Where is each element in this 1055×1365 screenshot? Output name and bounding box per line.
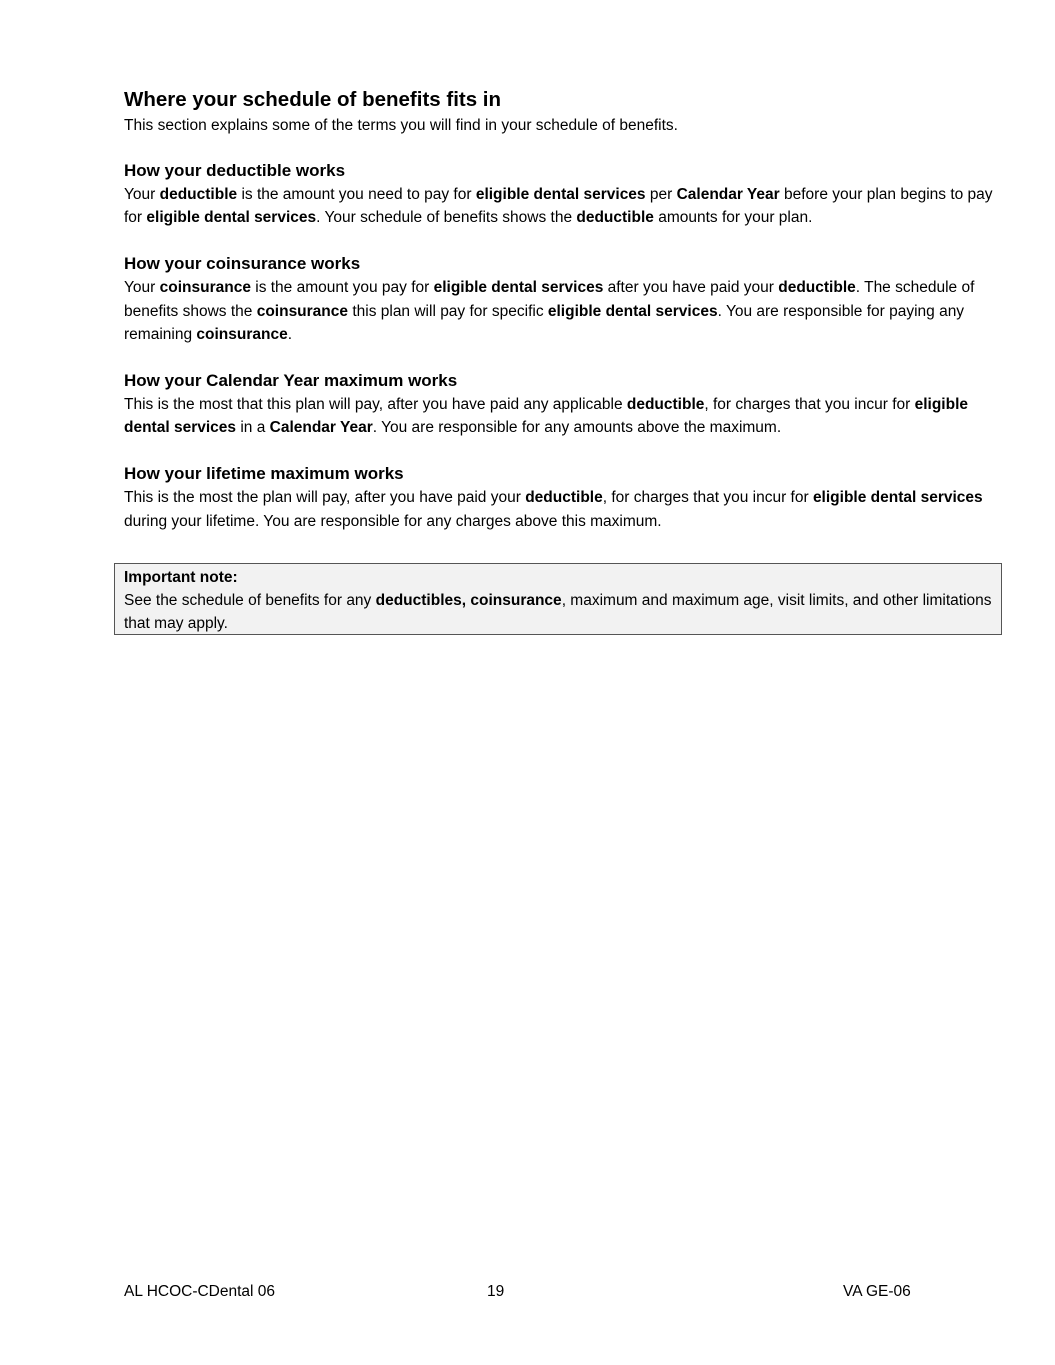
- section-heading: How your Calendar Year maximum works: [124, 371, 458, 391]
- text-run: is the amount you pay for: [250, 279, 434, 297]
- text-run: this plan will pay for specific: [348, 302, 548, 320]
- text-run: , maximum and maximum age, visit limits, and other limitations that may apply.: [124, 592, 992, 632]
- section-body: [124, 486, 1004, 532]
- bold-term: coinsurance: [256, 302, 349, 320]
- text-run: .: [287, 325, 292, 343]
- footer-page-number: 19: [487, 1283, 505, 1300]
- text-run: See the schedule of benefits for any: [124, 592, 376, 609]
- bold-term: coinsurance: [196, 325, 288, 343]
- footer-document-id: AL HCOC-CDental 06: [124, 1283, 276, 1300]
- bold-term: eligible dental services: [146, 209, 317, 227]
- text-run: , for charges that you incur for: [602, 489, 813, 507]
- note-title: Important note:: [124, 569, 238, 586]
- bold-term: deductible: [576, 209, 654, 227]
- text-run: before your plan begins to pay for: [124, 186, 993, 227]
- bold-term: eligible dental services: [433, 279, 604, 297]
- text-run: in a: [236, 419, 270, 437]
- bold-term: deductible: [778, 279, 856, 297]
- bold-term: deductible: [159, 186, 238, 203]
- bold-term: eligible dental services: [124, 396, 969, 437]
- section-body: [124, 276, 1004, 346]
- important-note-box: [114, 563, 1002, 635]
- text-run: . The schedule of benefits shows the: [124, 279, 975, 320]
- text-run: is the amount you need to pay for: [237, 186, 476, 203]
- text-run: after you have paid your: [603, 279, 779, 297]
- section-body: [124, 393, 1004, 439]
- text-run: Your: [124, 279, 160, 297]
- note-body: [124, 589, 992, 635]
- page-title: Where your schedule of benefits fits in: [124, 88, 502, 111]
- text-run: . Your schedule of benefits shows the: [316, 209, 577, 227]
- section-calendar-year-maximum: [124, 368, 1004, 439]
- text-run: , for charges that you incur for: [704, 396, 915, 414]
- text-run: during your lifetime. You are responsible for any charges above this maximum.: [124, 512, 662, 530]
- bold-term: Calendar Year: [269, 419, 373, 437]
- bold-term: deductible: [626, 396, 705, 414]
- section-coinsurance: [124, 251, 1004, 346]
- section-deductible: [124, 158, 1004, 229]
- bold-term: coinsurance: [159, 279, 251, 297]
- text-run: . You are responsible for paying any remaining: [124, 302, 965, 343]
- text-run: This is the most the plan will pay, after you have paid your: [124, 489, 526, 507]
- bold-term: eligible dental services: [475, 186, 646, 203]
- bold-term: eligible dental services: [547, 302, 718, 320]
- section-heading: How your deductible works: [124, 161, 346, 180]
- intro-paragraph: This section explains some of the terms you will find in your schedule of benefits.: [124, 117, 678, 134]
- document-page: [124, 86, 1004, 555]
- bold-term: deductible: [525, 489, 603, 507]
- text-run: Your: [124, 186, 160, 203]
- section-lifetime-maximum: [124, 461, 1004, 532]
- bold-term: Calendar Year: [676, 186, 780, 203]
- section-body: [124, 183, 1004, 229]
- text-run: per: [645, 186, 677, 203]
- bold-term: eligible dental services: [812, 489, 983, 507]
- text-run: This is the most that this plan will pay, after you have paid any applicable: [124, 396, 627, 414]
- section-heading: How your lifetime maximum works: [124, 464, 404, 484]
- footer-form-code: VA GE-06: [843, 1283, 911, 1300]
- text-run: . You are responsible for any amounts above the maximum.: [372, 419, 782, 437]
- section-heading: How your coinsurance works: [124, 254, 361, 274]
- bold-term: deductibles, coinsurance: [375, 592, 562, 609]
- text-run: amounts for your plan.: [653, 209, 813, 227]
